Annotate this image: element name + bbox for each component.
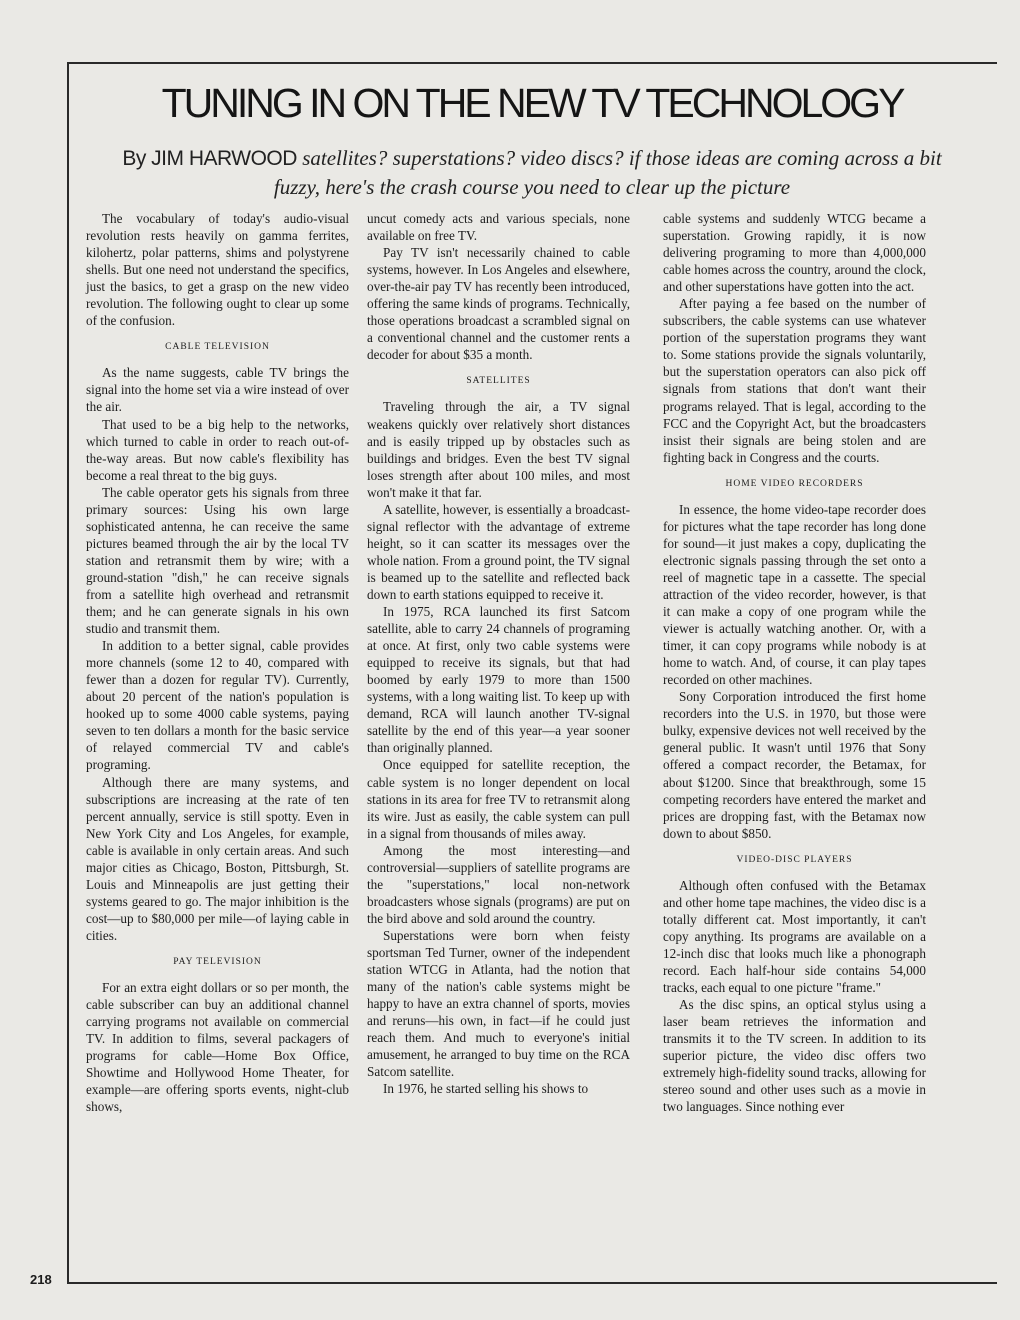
paragraph: Pay TV isn't necessarily chained to cable systems, however. In Los Angeles and elsewhere, over-the-air pay TV has recently been introduced, offering the same kinds of programs. Technically, those operations broadcast a scrambled signal on a conventional channel and the customer rents a decoder for about $35 a month. (367, 245, 630, 363)
byline: By JIM HARWOOD (122, 147, 297, 170)
paragraph: Although there are many systems, and subscriptions are increasing at the rate of ten percent annually, service is still spotty. Even in New York City and Los Angeles, for example, cable is available in only certain areas. And such major cities as Chicago, Boston, Pittsburgh, St. Louis and Minneapolis are just getting their systems geared to go. The major inhibition is the cost—up to $80,000 per mile—of laying cable in cities. (86, 774, 349, 943)
paragraph-continued: uncut comedy acts and various specials, none available on free TV. (367, 211, 630, 244)
paragraph: Although often confused with the Betamax and other home tape machines, the video disc is a totally different cat. Most importantly, it can't copy anything. Its programs are available on a 12-inch disc that looks much like a phonograph record. Each half-hour side contains 54,000 tracks, each equal to one picture "frame." (663, 877, 926, 996)
paragraph: Sony Corporation introduced the first home recorders into the U.S. in 1970, but those were bulky, expensive devices not well received by the general public. It wasn't until 1976 that Sony offered a compact recorder, the Betamax, for about $1200. Since that breakthrough, some 15 competing recorders have entered the market and prices are dropping fast, with the Betamax now down to about $850. (663, 689, 926, 841)
paragraph-intro: The vocabulary of today's audio-visual revolution rests heavily on gamma ferrites, kilohertz, polar patterns, shims and polystyrene shells. But one need not understand the specifics, just the basics, to get a grasp on the new video revolution. The following ought to clear up some of the confusion. (86, 211, 349, 329)
article-title: TUNING IN ON THE NEW TV TECHNOLOGY (161, 80, 903, 126)
column-2 (367, 210, 630, 1097)
paragraph: For an extra eight dollars or so per month, the cable subscriber can buy an additional channel carrying programs not available on commercial TV. In addition to films, several packagers of programs for cable—Home Box Office, Showtime and Hollywood Home Theater, for example—are offering sports events, night-club shows, (86, 980, 349, 1115)
paragraph: The cable operator gets his signals from three primary sources: Using his own large sophisticated antenna, he can receive the same pictures beamed through the air by the local TV station and retransmit them by wire; with a ground-station "dish," he can receive signals from a satellite high overhead and retransmit them; and he can generate signals in his own studio and transmit them. (86, 484, 349, 637)
paragraph: Traveling through the air, a TV signal weakens quickly over relatively short distances and is easily tripped up by obstacles such as buildings and bridges. Even the best TV signal loses strength after about 100 miles, and most won't make it that far. (367, 399, 630, 500)
heading-satellites: SATELLITES (466, 376, 531, 387)
paragraph: Among the most interesting—and controversial—suppliers of satellite programs are the "superstations," local non-network broadcasters whose signals (programs) are put on the bird above and sold around the country. (367, 842, 630, 926)
article-deck (100, 144, 964, 201)
paragraph: In addition to a better signal, cable provides more channels (some 12 to 40, compared with fewer than a dozen for regular TV). Currently, about 20 percent of the nation's population is hooked up to some 4000 cable systems, paying seven to ten dollars a month for the basic service of relayed commercial TV and cable's programing. (86, 638, 349, 773)
paragraph: In 1975, RCA launched its first Satcom satellite, able to carry 24 channels of programing at once. At first, only two cable systems were equipped to receive its signals, but that had boomed by early 1979 to more than 1500 systems, with a long waiting list. To keep up with demand, RCA will launch another TV-signal satellite by the end of this year—a year sooner than originally planned. (367, 604, 630, 756)
paragraph: After paying a fee based on the number of subscribers, the cable systems can use whatever portion of the superstation programs they want to. Some stations provide the signals voluntarily, but the superstation operators can also pick off signals from stations that don't want their programs relayed. That is legal, according to the FCC and the Copyright Act, but the broadcasters insist their signals are being stolen and are fighting back in Congress and the courts. (663, 296, 926, 465)
column-3 (663, 210, 926, 1115)
paragraph-continued: cable systems and suddenly WTCG became a superstation. Growing rapidly, it is now delivering programing to more than 4,000,000 cable homes across the country, around the clock, and other superstations have gotten into the act. (663, 211, 926, 295)
heading-pay-television: PAY TELEVISION (173, 956, 262, 967)
column-1 (86, 210, 349, 1115)
paragraph: As the name suggests, cable TV brings the signal into the home set via a wire instead of over the air. (86, 365, 349, 415)
page-number: 218 (30, 1272, 52, 1287)
heading-video-disc-players: VIDEO-DISC PLAYERS (736, 854, 853, 865)
paragraph: As the disc spins, an optical stylus using a laser beam retrieves the information and transmits it to the TV screen. In addition to its superior picture, the video disc offers two extremely high-fidelity sound tracks, allowing for stereo sound and other uses such as a movie in two languages. Since nothing ever (663, 997, 926, 1115)
deck-text: satellites? superstations? video discs? if those ideas are coming across a bit fuzzy, here's the crash course you need to clear up the picture (273, 146, 942, 199)
heading-home-video-recorders: HOME VIDEO RECORDERS (725, 478, 864, 489)
paragraph: Once equipped for satellite reception, the cable system is no longer dependent on local stations in its area for free TV to retransmit along its wire. Just as easily, the cable system can pull in a signal from thousands of miles away. (367, 757, 630, 841)
paragraph: In 1976, he started selling his shows to (383, 1081, 589, 1097)
paragraph: Superstations were born when feisty sportsman Ted Turner, owner of the independent station WTCG in Atlanta, had the notion that many of the nation's cable systems might be happy to have an extra channel of sports, movies and reruns—his own, in fact—if he could just reach them. And much to everyone's initial amusement, he arranged to buy time on the RCA Satcom satellite. (367, 927, 630, 1080)
heading-cable-television: CABLE TELEVISION (165, 342, 270, 353)
paragraph: A satellite, however, is essentially a broadcast-signal reflector with the advantage of extreme height, so it can scatter its messages over the whole nation. From a ground point, the TV signal is beamed up to the satellite and reflected back down to earth stations equipped to receive it. (367, 501, 630, 602)
paragraph: In essence, the home video-tape recorder does for pictures what the tape recorder has long done for sound—it just makes a copy, duplicating the electronic signals passing through the set onto a reel of magnetic tape in a cassette. The special attraction of the video recorder, however, is that it can make a copy of one program while the viewer is actually watching another. Or, with a timer, it can copy programs while nobody is at home to watch. And, of course, it can play tapes recorded on other machines. (663, 501, 926, 688)
paragraph: That used to be a big help to the networks, which turned to cable in order to reach out-of-the-way areas. But now cable's flexibility has become a real threat to the big guys. (86, 416, 349, 483)
